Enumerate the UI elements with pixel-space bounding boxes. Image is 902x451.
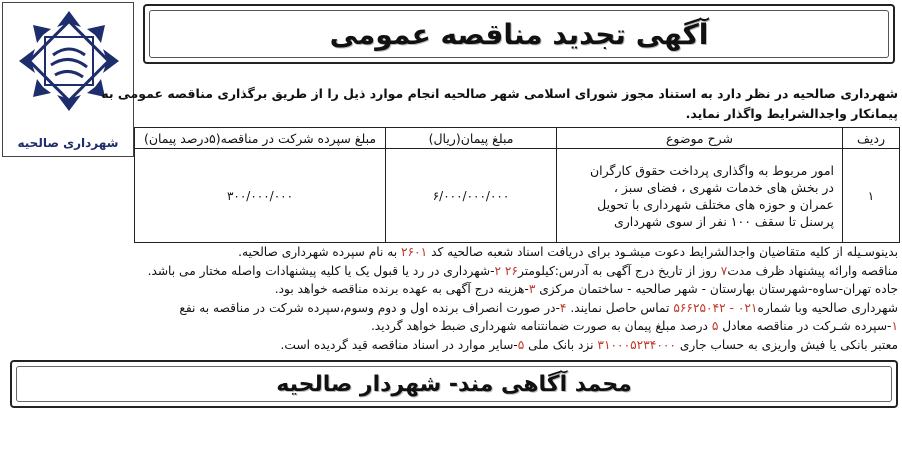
branch-code: ۲۶۰۱: [401, 245, 428, 259]
percent-value: ۵: [711, 319, 719, 333]
condition-line: [0, 299, 898, 318]
cell-amount: ۶/۰۰۰/۰۰۰/۰۰۰: [386, 149, 557, 243]
item-number: ۱: [891, 319, 898, 333]
intro-line-1: شهرداری صالحیه در نظر دارد به استناد مجوز شورای اسلامی شهر صالحیه انجام موارد ذیل را از طریق برگذاری مناقصه عمومی به: [101, 86, 898, 101]
tender-table: [134, 127, 900, 243]
table-header-row: [135, 128, 900, 149]
condition-text: درصد مبلغ پیمان به صورت ضمانتنامه شهرداری ضبط خواهد گردید.: [370, 319, 712, 333]
condition-line: [0, 336, 898, 355]
condition-text: جاده تهران-ساوه-شهرستان بهارستان - شهر صالحیه - ساختمان مرکزی: [535, 282, 898, 296]
condition-line: [0, 280, 898, 299]
condition-line: [0, 243, 898, 262]
phone-number: ۰۲۱ - ۵۶۶۲۵۰۴۲: [673, 300, 758, 315]
condition-text: -شهرداری در رد یا قبول یک یا کلیه پیشنهادات واصله مختار می باشد.: [147, 263, 495, 278]
condition-text: به نام سپرده شهرداری صالحیه.: [238, 245, 402, 259]
cell-row-number: ۱: [843, 149, 900, 243]
description-line: امور مربوط به واگذاری پرداخت حقوق کارگران: [589, 162, 834, 178]
description-line: در بخش های خدمات شهری ، فضای سبز ،: [613, 179, 834, 195]
item-number: ۳: [528, 282, 536, 296]
item-number: ۲: [494, 263, 502, 278]
cell-description: [557, 149, 843, 243]
condition-text: شهرداری صالحیه وبا شماره: [757, 300, 898, 315]
condition-line: [0, 317, 898, 336]
cell-deposit: ۳۰۰/۰۰۰/۰۰۰: [135, 149, 386, 243]
condition-text: -سپرده شـرکت در مناقصه معادل: [718, 319, 892, 333]
header-amount: مبلغ پیمان(ریال): [386, 128, 557, 149]
condition-text: -سایر موارد در اسناد مناقصه قید گردیده است.: [280, 337, 518, 352]
conditions-list: [0, 243, 898, 354]
account-number: ۳۱۰۰۰۵۲۳۴۰۰۰: [597, 337, 676, 352]
signature-banner: [10, 360, 898, 408]
condition-text: نزد بانک ملی: [524, 337, 598, 352]
condition-text: روز از تاریخ درج آگهی به آدرس:کیلومتر: [518, 263, 721, 278]
item-number: ۴: [559, 300, 567, 315]
condition-text: تماس حاصل نمایند.: [566, 300, 674, 315]
page-title: آگهی تجدید مناقصه عمومی: [329, 17, 709, 51]
title-banner: [143, 4, 895, 64]
description-line: عمران و حوزه های مختلف شهرداری با تحویل: [597, 196, 834, 212]
days-count: ۷: [720, 263, 728, 278]
description-line: پرسنل تا سقف ۱۰۰ نفر از سوی شهرداری: [613, 213, 834, 229]
condition-text: -در صورت انصراف برنده اول و دوم وسوم،سپرده شرکت در مناقصه به نفع: [179, 300, 560, 315]
item-number: ۵: [517, 337, 525, 352]
condition-line: [0, 262, 898, 281]
kilometer-number: ۲۶: [504, 263, 518, 278]
header-row-number: ردیف: [843, 128, 900, 149]
intro-paragraph: [0, 84, 898, 124]
header-description: شرح موضوع: [557, 128, 843, 149]
municipality-logo: [2, 2, 134, 157]
logo-caption: شهرداری صالحیه: [17, 136, 119, 150]
condition-text: معتبر بانکی یا فیش واریزی به حساب جاری: [675, 337, 898, 352]
condition-text: -هزینه درج آگهی به عهده برنده مناقصه خواهد بود.: [274, 282, 529, 296]
header-deposit: مبلغ سپرده شرکت در مناقصه(۵درصد پیمان): [135, 128, 386, 149]
table-row: [135, 149, 900, 243]
condition-text: مناقصه وارائه پیشنهاد ظرف مدت: [727, 263, 898, 278]
signature-text: محمد آگاهی مند- شهردار صالحیه: [276, 371, 632, 397]
condition-text: بدینوسـیله از کلیه متقاضیان واجدالشرایط دعوت میشـود برای دریافت اسناد شعبه صالحیه کد: [427, 245, 898, 259]
intro-line-2: پیمانکار واجدالشرایط واگذار نماید.: [685, 106, 898, 121]
